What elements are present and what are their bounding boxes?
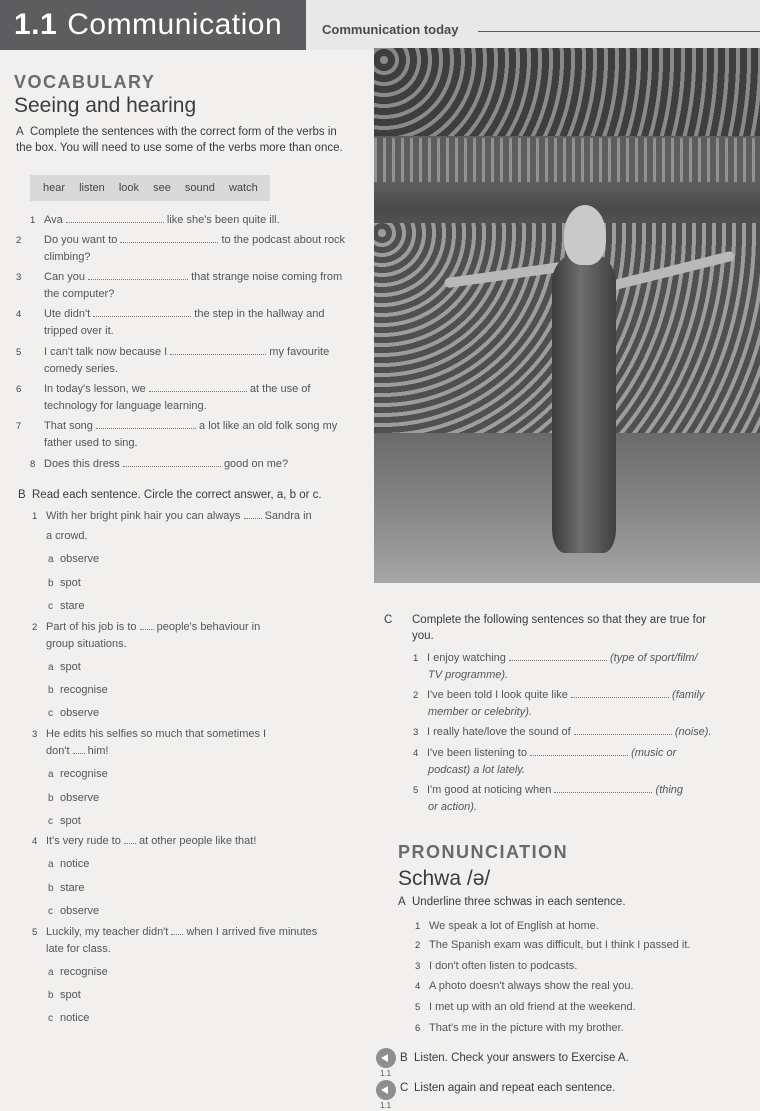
word-box <box>30 175 270 201</box>
answer-blank[interactable] <box>93 306 191 317</box>
vocab-exA-item-2 <box>16 232 350 266</box>
word-box-word: look <box>118 182 140 194</box>
item-text: A photo doesn't always show the real you. <box>429 980 634 992</box>
theatre-balcony <box>374 138 760 182</box>
item-text: Do you want to <box>44 234 118 246</box>
item-number: 3 <box>413 727 419 738</box>
option-key: a <box>48 769 54 780</box>
option-text: spot <box>60 815 81 827</box>
option-key: c <box>48 816 53 827</box>
item-number: 5 <box>16 347 22 358</box>
option-key: a <box>48 554 54 565</box>
answer-option[interactable] <box>48 882 84 894</box>
item-number: 2 <box>413 690 419 701</box>
exercise-instruction-text: Underline three schwas in each sentence. <box>412 896 626 908</box>
answer-option[interactable] <box>48 577 81 589</box>
option-key: b <box>48 883 54 894</box>
item-text: Luckily, my teacher didn't <box>46 926 169 938</box>
item-continuation: late for class. <box>46 943 111 955</box>
lesson-title: Communication today <box>322 22 459 37</box>
item-text: I really hate/love the sound of <box>427 726 571 738</box>
option-text: observe <box>60 553 100 565</box>
item-text: That's me in the picture with my brother. <box>429 1022 624 1034</box>
answer-blank[interactable] <box>571 687 669 698</box>
option-key: b <box>48 793 54 804</box>
exC-item-1 <box>413 650 743 667</box>
option-key: a <box>48 967 54 978</box>
item-text: I don't often listen to podcasts. <box>429 960 578 972</box>
word-box-word: watch <box>228 182 258 194</box>
option-text: recognise <box>60 684 108 696</box>
pron-item-1 <box>415 918 599 935</box>
answer-blank <box>171 924 183 935</box>
vocab-exB-item-3 <box>32 726 352 743</box>
item-number: 8 <box>30 459 36 470</box>
balcony-audience <box>374 48 760 136</box>
vocab-exA-item-1 <box>30 212 350 229</box>
item-text: Sandra in <box>264 510 312 522</box>
pronunciation-subheading: Schwa /ə/ <box>398 867 491 890</box>
item-hint-continuation: podcast) a lot lately. <box>428 764 526 776</box>
pron-exC-instruction <box>400 1080 615 1096</box>
item-text: like she's been quite ill. <box>166 214 280 226</box>
pron-exB-instruction <box>400 1050 629 1066</box>
answer-blank[interactable] <box>66 212 164 223</box>
answer-blank[interactable] <box>96 418 196 429</box>
answer-blank <box>124 833 136 844</box>
option-text: observe <box>60 792 100 804</box>
item-number: 4 <box>413 748 419 759</box>
item-continuation: a crowd. <box>46 530 88 542</box>
item-number: 4 <box>32 836 38 847</box>
item-text: at other people like that! <box>138 835 257 847</box>
item-text: Ava <box>44 214 63 226</box>
answer-blank <box>244 508 262 519</box>
item-text: That song <box>44 420 93 432</box>
item-number: 5 <box>413 785 419 796</box>
exercise-instruction-text: Complete the sentences with the correct form of the verbs in the box. You will need to use some of the verbs more than once. <box>16 126 343 154</box>
answer-option[interactable] <box>48 1012 89 1024</box>
vocab-exB-item-4 <box>32 833 352 850</box>
item-text: I enjoy watching <box>427 652 506 664</box>
item-hint: (noise). <box>674 726 712 738</box>
vocab-exB-item-1 <box>32 508 352 525</box>
item-text: Part of his job is to <box>46 621 137 633</box>
answer-option[interactable] <box>48 989 81 1001</box>
unit-number: 1.1 <box>14 8 58 41</box>
item-text: With her bright pink hair you can always <box>46 510 241 522</box>
vocab-exB-item-2 <box>32 619 352 636</box>
vocabulary-subheading: Seeing and hearing <box>14 94 197 117</box>
exercise-instruction-text: Complete the following sentences so that they are true for you. <box>412 614 707 642</box>
answer-blank[interactable] <box>120 232 218 243</box>
item-text: I can't talk now because I <box>44 346 168 358</box>
pron-item-2 <box>415 937 691 954</box>
item-text: I've been told I look quite like <box>427 689 568 701</box>
answer-option[interactable] <box>48 661 81 673</box>
exC-item-5 <box>413 782 743 799</box>
item-text: the step in the hallway and tripped over it. <box>44 308 325 337</box>
exercise-letter: A <box>398 896 406 908</box>
option-text: spot <box>60 577 81 589</box>
answer-option[interactable] <box>48 600 84 612</box>
item-continuation: group situations. <box>46 638 127 650</box>
option-key: b <box>48 685 54 696</box>
pron-item-4 <box>415 978 634 995</box>
exercise-instruction-text: Listen. Check your answers to Exercise A. <box>414 1052 629 1064</box>
answer-blank[interactable] <box>123 456 221 467</box>
answer-blank[interactable] <box>149 381 247 392</box>
option-text: recognise <box>60 768 108 780</box>
option-text: observe <box>60 905 100 917</box>
pronunciation-heading: PRONUNCIATION <box>398 842 569 862</box>
item-number: 4 <box>16 309 22 320</box>
item-hint: (thing <box>655 784 684 796</box>
vocab-exB-instruction <box>18 487 358 503</box>
item-number: 2 <box>32 622 38 633</box>
option-key: c <box>48 906 53 917</box>
option-key: c <box>48 708 53 719</box>
answer-option[interactable] <box>48 815 81 827</box>
answer-blank[interactable] <box>509 650 607 661</box>
answer-blank[interactable] <box>574 724 672 735</box>
vocab-exA-item-7 <box>16 418 350 452</box>
unit-badge <box>0 0 306 50</box>
unit-title: Communication <box>67 8 283 41</box>
word-box-word: hear <box>43 182 66 194</box>
vocab-exA-item-4 <box>16 306 350 340</box>
answer-option[interactable] <box>48 792 99 804</box>
option-text: spot <box>60 989 81 1001</box>
option-key: a <box>48 662 54 673</box>
pron-item-6 <box>415 1020 624 1037</box>
option-text: notice <box>60 1012 90 1024</box>
vocab-exB-item-5 <box>32 924 362 941</box>
answer-option[interactable] <box>48 858 89 870</box>
item-text: Ute didn't <box>44 308 91 320</box>
option-key: a <box>48 859 54 870</box>
header-rule <box>478 31 760 32</box>
audio-track-number: 1.1 <box>380 1069 392 1078</box>
exC-item-4 <box>413 745 743 762</box>
item-number: 5 <box>415 1002 421 1013</box>
answer-blank <box>73 743 85 754</box>
item-text: It's very rude to <box>46 835 121 847</box>
exercise-letter: C <box>400 1082 409 1094</box>
item-number: 4 <box>415 981 421 992</box>
answer-option[interactable] <box>48 707 99 719</box>
item-text: We speak a lot of English at home. <box>429 920 599 932</box>
option-text: spot <box>60 661 81 673</box>
item-number: 1 <box>32 511 38 522</box>
item-number: 1 <box>30 215 36 226</box>
concert-photo <box>374 48 760 583</box>
pron-item-5 <box>415 999 636 1016</box>
item-number: 1 <box>415 921 421 932</box>
answer-blank[interactable] <box>554 782 652 793</box>
exercise-letter: B <box>400 1052 408 1064</box>
item-text: don't <box>46 745 70 757</box>
pron-item-3 <box>415 958 577 975</box>
option-key: c <box>48 601 53 612</box>
item-number: 1 <box>413 653 419 664</box>
item-text: people's behaviour in <box>156 621 261 633</box>
item-text: Does this dress <box>44 458 120 470</box>
item-text: I've been listening to <box>427 747 527 759</box>
option-key: c <box>48 1013 53 1024</box>
item-hint-continuation: TV programme). <box>428 669 509 681</box>
item-text: He edits his selfies so much that sometimes I <box>46 728 267 740</box>
exC-item-2 <box>413 687 743 704</box>
exercise-instruction-text: Listen again and repeat each sentence. <box>414 1082 616 1094</box>
answer-blank <box>140 619 154 630</box>
item-text: my favourite comedy series. <box>44 346 330 375</box>
vocab-exA-instruction <box>16 124 346 156</box>
item-text: I met up with an old friend at the weekend. <box>429 1001 636 1013</box>
item-number: 6 <box>16 384 22 395</box>
exercise-letter: C <box>384 614 393 626</box>
option-key: b <box>48 990 54 1001</box>
item-text: I'm good at noticing when <box>427 784 552 796</box>
answer-option[interactable] <box>48 905 99 917</box>
option-text: notice <box>60 858 90 870</box>
singer-gown <box>552 253 616 553</box>
answer-option[interactable] <box>48 966 108 978</box>
item-text: at the use of technology for language learning. <box>44 383 311 412</box>
singer-head <box>564 205 606 265</box>
answer-option[interactable] <box>48 768 108 780</box>
item-number: 3 <box>32 729 38 740</box>
option-key: b <box>48 578 54 589</box>
item-number: 5 <box>32 927 38 938</box>
item-text: a lot like an old folk song my father used to sing. <box>44 420 338 449</box>
item-number: 2 <box>415 940 421 951</box>
vocab-exA-item-6 <box>16 381 350 415</box>
item-text: In today's lesson, we <box>44 383 146 395</box>
item-number: 6 <box>415 1023 421 1034</box>
item-number: 7 <box>16 421 22 432</box>
vocab-exA-item-5 <box>16 344 350 378</box>
item-hint: (type of sport/film/ <box>610 652 698 664</box>
item-text: Can you <box>44 271 85 283</box>
answer-blank[interactable] <box>170 344 266 355</box>
item-text: The Spanish exam was difficult, but I think I passed it. <box>429 939 691 951</box>
item-hint: (family <box>672 689 705 701</box>
item-hint-continuation: or action). <box>428 801 477 813</box>
exC-instruction <box>384 612 728 644</box>
item-text: him! <box>87 745 109 757</box>
vocabulary-heading: VOCABULARY <box>14 72 156 92</box>
word-box-word: sound <box>184 182 215 194</box>
exercise-instruction-text: Read each sentence. Circle the correct answer, a, b or c. <box>32 489 322 501</box>
exercise-letter: A <box>16 126 24 138</box>
exercise-letter: B <box>18 489 26 501</box>
answer-option[interactable] <box>48 684 108 696</box>
speaker-icon[interactable] <box>376 1080 396 1100</box>
option-text: stare <box>60 882 85 894</box>
item-continuation <box>46 743 108 760</box>
answer-blank[interactable] <box>530 745 628 756</box>
item-number: 3 <box>415 961 421 972</box>
option-text: recognise <box>60 966 108 978</box>
word-box-word: listen <box>79 182 105 194</box>
item-number: 3 <box>16 272 22 283</box>
item-hint-continuation: member or celebrity). <box>428 706 532 718</box>
item-text: to the podcast about rock climbing? <box>44 234 346 263</box>
item-hint: (music or <box>631 747 677 759</box>
answer-option[interactable] <box>48 553 99 565</box>
audio-track-number: 1.1 <box>380 1101 392 1110</box>
vocab-exA-item-8 <box>30 456 350 473</box>
pron-exA-instruction <box>398 894 738 910</box>
item-number: 2 <box>16 235 22 246</box>
speaker-icon[interactable] <box>376 1048 396 1068</box>
vocab-exA-item-3 <box>16 269 350 303</box>
item-text: when I arrived five minutes <box>186 926 318 938</box>
item-text: good on me? <box>223 458 289 470</box>
item-text: that strange noise coming from the computer? <box>44 271 343 300</box>
option-text: observe <box>60 707 100 719</box>
word-box-word: see <box>153 182 171 194</box>
answer-blank[interactable] <box>88 269 188 280</box>
exC-item-3 <box>413 724 743 741</box>
option-text: stare <box>60 600 85 612</box>
